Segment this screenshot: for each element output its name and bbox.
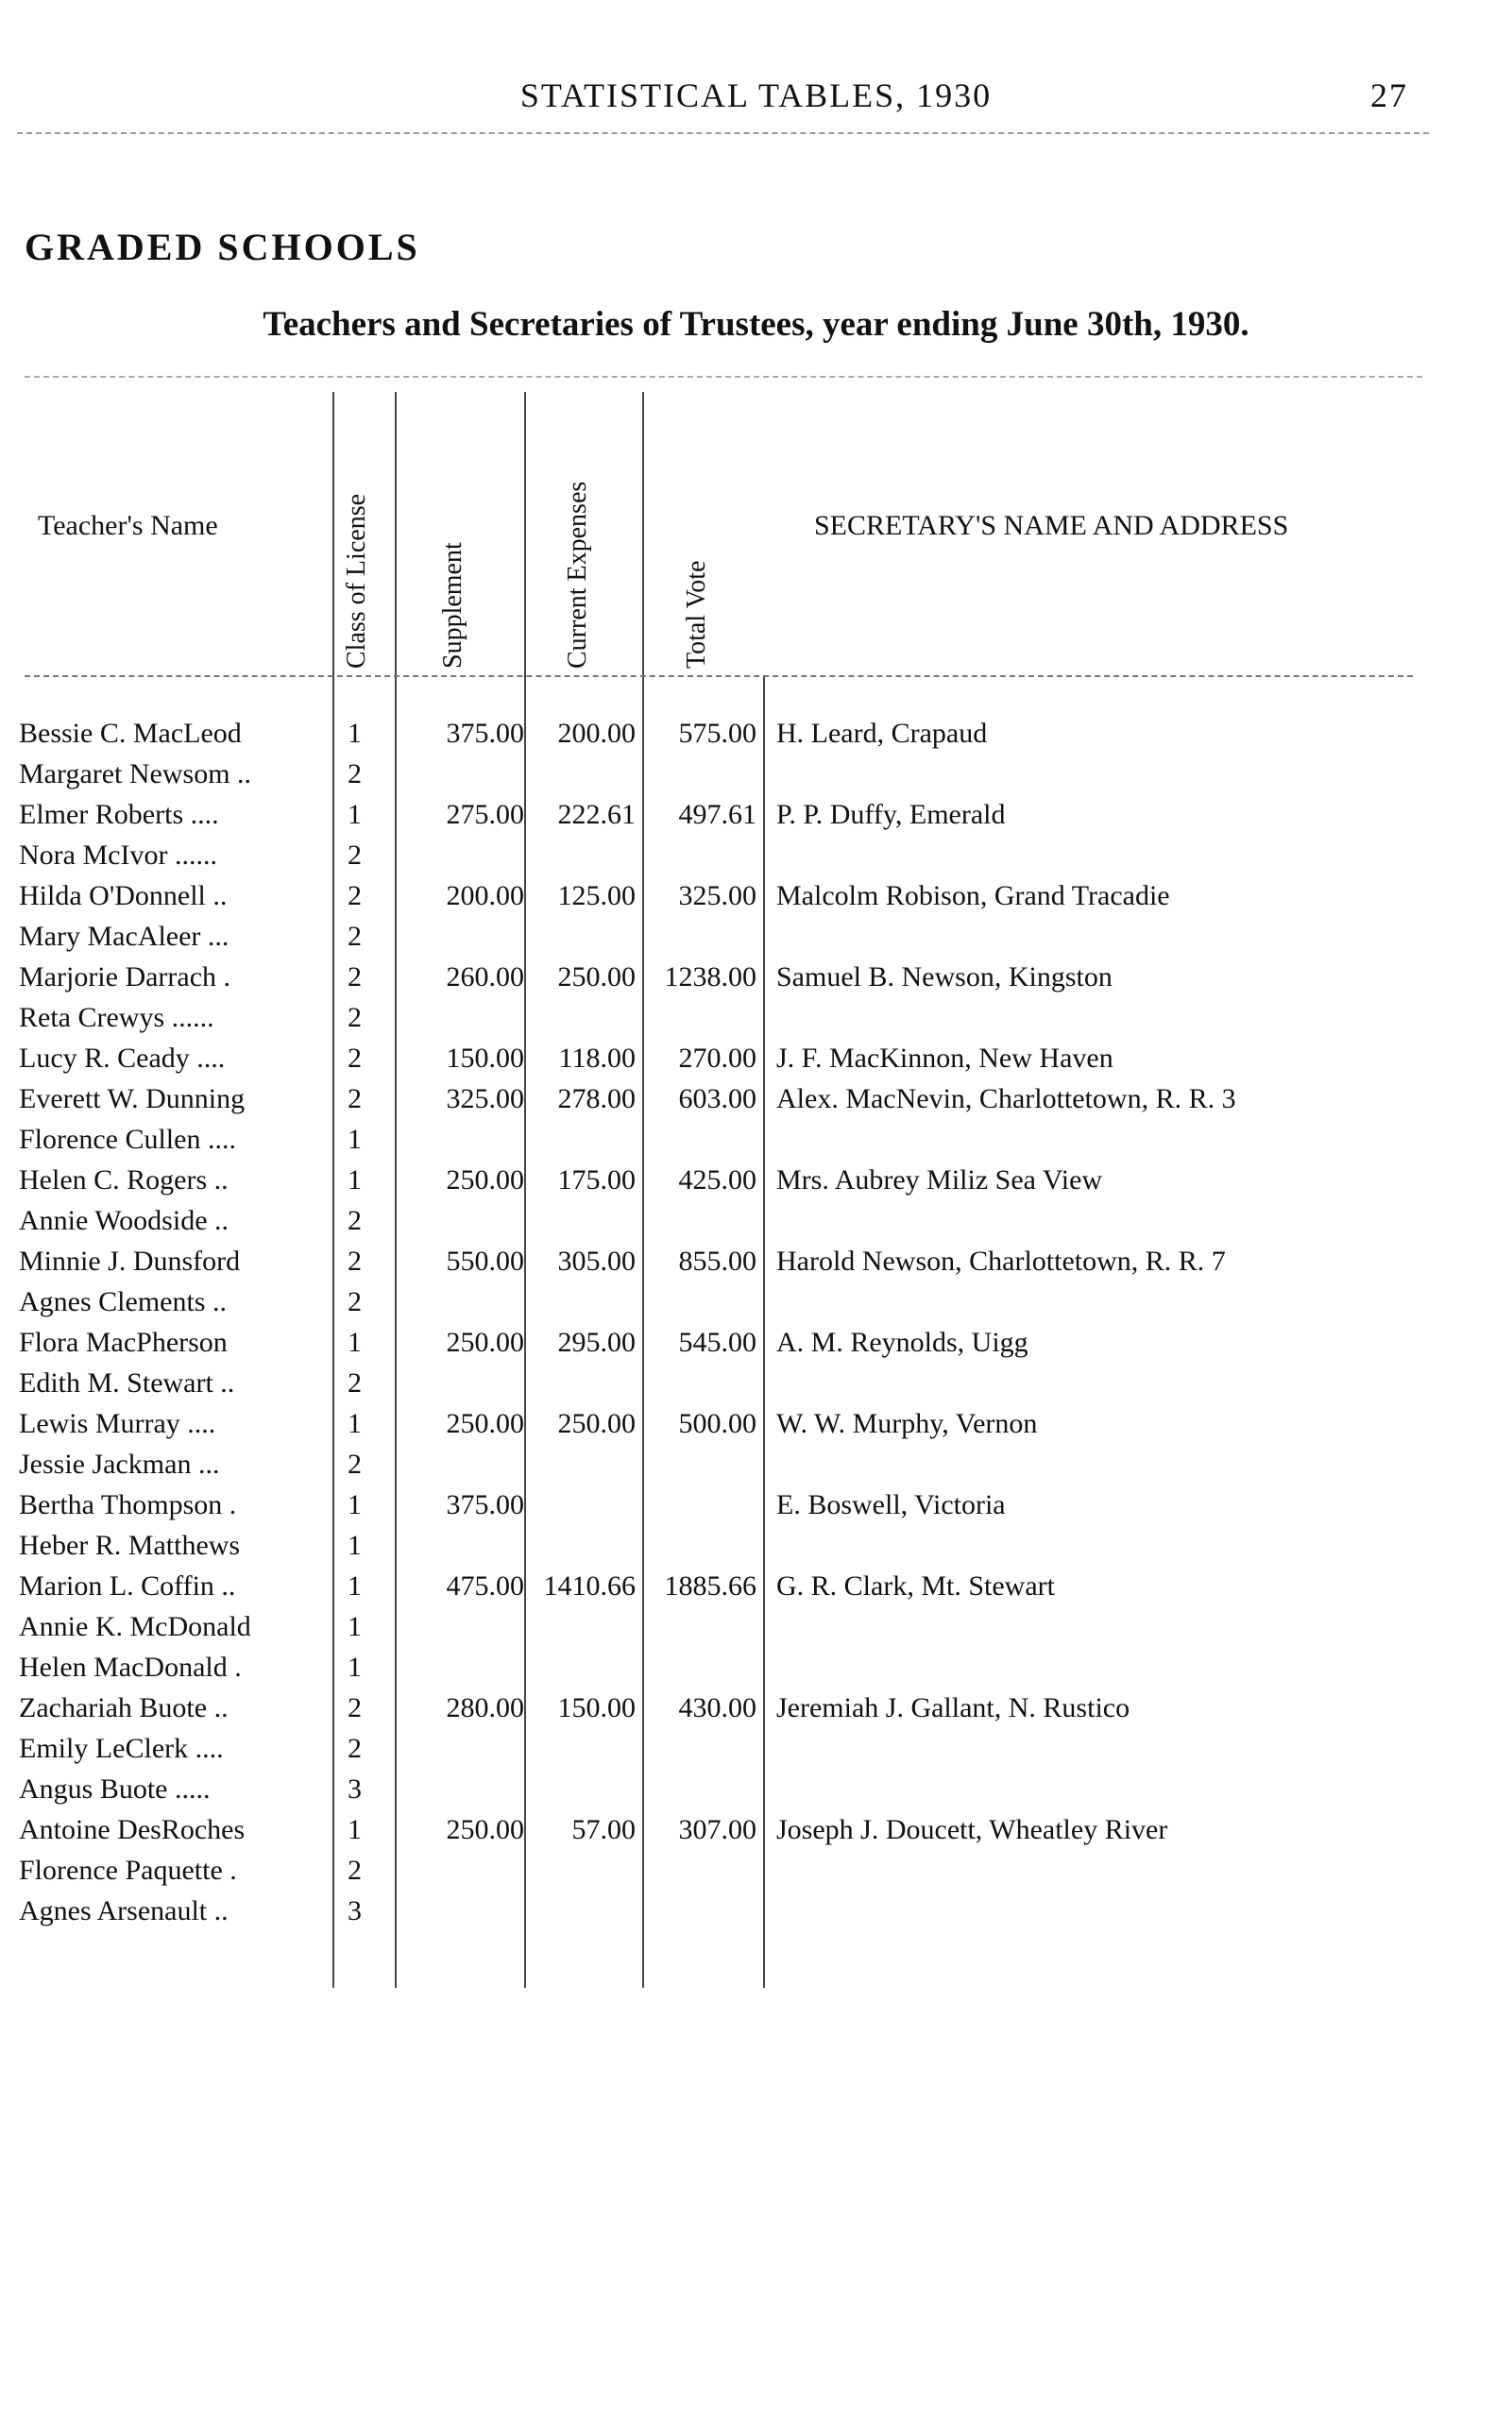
table-row — [0, 840, 1512, 879]
supplement-value: 250.00 — [446, 1164, 524, 1196]
school-row — [0, 799, 1512, 839]
license-class: 1 — [348, 1652, 362, 1683]
total-vote-value: 603.00 — [678, 1083, 756, 1114]
teacher-name: Hilda O'Donnell .. — [19, 880, 228, 911]
supplement-header: Supplement — [438, 542, 467, 669]
secretary-address: H. Leard, Crapaud — [776, 718, 988, 749]
license-class: 2 — [348, 880, 362, 911]
supplement-value: 150.00 — [446, 1043, 524, 1074]
teacher-name: Agnes Clements .. — [19, 1286, 227, 1317]
teacher-name: Nora McIvor ...... — [19, 840, 217, 871]
secretary-address: E. Boswell, Victoria — [776, 1489, 1006, 1520]
teacher-name: Lewis Murray .... — [19, 1408, 216, 1439]
teacher-name: Helen MacDonald . — [19, 1652, 242, 1683]
supplement-value: 275.00 — [446, 799, 524, 830]
total-vote-value: 855.00 — [678, 1246, 756, 1277]
running-title: STATISTICAL TABLES, 1930 — [519, 76, 993, 114]
supplement-value: 475.00 — [446, 1570, 524, 1602]
table-row — [0, 1855, 1512, 1894]
license-class: 1 — [348, 718, 362, 749]
teacher-name: Flora MacPherson — [19, 1327, 228, 1358]
supplement-value: 325.00 — [446, 1083, 524, 1114]
table-row — [0, 1652, 1512, 1691]
license-class: 1 — [348, 799, 362, 830]
teacher-name: Zachariah Buote .. — [19, 1692, 229, 1723]
license-class: 2 — [348, 1043, 362, 1074]
total-vote-value: 430.00 — [678, 1692, 756, 1723]
school-row — [0, 1327, 1512, 1366]
school-row — [0, 1814, 1512, 1854]
table-row — [0, 1733, 1512, 1773]
secretary-address: Malcolm Robison, Grand Tracadie — [776, 880, 1170, 911]
secretary-address: Joseph J. Doucett, Wheatley River — [776, 1814, 1168, 1845]
total-vote-value: 545.00 — [678, 1327, 756, 1358]
teacher-name: Emily LeClerk .... — [19, 1733, 224, 1764]
secretary-address: P. P. Duffy, Emerald — [776, 799, 1006, 830]
total-vote-value: 497.61 — [678, 799, 756, 830]
total-vote-value: 425.00 — [678, 1164, 756, 1196]
school-row — [0, 961, 1512, 1001]
teacher-name: Florence Paquette . — [19, 1855, 237, 1886]
secretary-header: SECRETARY'S NAME AND ADDRESS — [814, 510, 1289, 541]
section-subtitle: Teachers and Secretaries of Trustees, year ending June 30th, 1930. — [263, 305, 1249, 344]
teacher-name: Everett W. Dunning — [19, 1083, 246, 1114]
subtitle-rule — [25, 376, 1422, 378]
secretary-address: Alex. MacNevin, Charlottetown, R. R. 3 — [776, 1083, 1236, 1114]
table-row — [0, 758, 1512, 798]
secretary-address: Harold Newson, Charlottetown, R. R. 7 — [776, 1246, 1226, 1277]
expenses-value: 118.00 — [558, 1043, 636, 1074]
expenses-value: 175.00 — [557, 1164, 636, 1196]
teacher-name: Lucy R. Ceady .... — [19, 1043, 226, 1074]
expenses-value: 200.00 — [557, 718, 636, 749]
total-vote-value: 307.00 — [678, 1814, 756, 1845]
table-row — [0, 1773, 1512, 1813]
supplement-value: 375.00 — [446, 718, 524, 749]
license-class: 1 — [348, 1124, 362, 1155]
teacher-name: Elmer Roberts .... — [19, 799, 219, 830]
class-of-license-header: Class of License — [342, 493, 371, 669]
secretary-address: G. R. Clark, Mt. Stewart — [776, 1570, 1055, 1602]
teacher-name: Marjorie Darrach . — [19, 961, 231, 992]
license-class: 2 — [348, 758, 362, 789]
teacher-name: Annie K. McDonald — [19, 1611, 251, 1642]
header-bottom-rule — [25, 675, 1413, 677]
supplement-value: 200.00 — [446, 880, 524, 911]
total-vote-value: 575.00 — [678, 718, 756, 749]
total-vote-value: 1238.00 — [664, 961, 756, 992]
license-class: 1 — [348, 1611, 362, 1642]
expenses-value: 57.00 — [571, 1814, 636, 1845]
expenses-value: 250.00 — [557, 961, 636, 992]
license-class: 2 — [348, 1692, 362, 1723]
license-class: 2 — [348, 1246, 362, 1277]
teacher-name: Minnie J. Dunsford — [19, 1246, 241, 1277]
license-class: 2 — [348, 1367, 362, 1399]
school-row — [0, 1570, 1512, 1610]
license-class: 1 — [348, 1570, 362, 1602]
secretary-address: A. M. Reynolds, Uigg — [776, 1327, 1028, 1358]
table-row — [0, 1611, 1512, 1651]
teacher-name: Edith M. Stewart .. — [19, 1367, 235, 1399]
section-title: GRADED SCHOOLS — [25, 226, 420, 268]
license-class: 1 — [348, 1530, 362, 1561]
teacher-name-header: Teacher's Name — [38, 510, 218, 541]
license-class: 1 — [348, 1489, 362, 1520]
supplement-value: 280.00 — [446, 1692, 524, 1723]
teacher-name: Bessie C. MacLeod — [19, 718, 242, 749]
secretary-address: Mrs. Aubrey Miliz Sea View — [776, 1164, 1103, 1196]
license-class: 1 — [348, 1327, 362, 1358]
license-class: 1 — [348, 1814, 362, 1845]
license-class: 2 — [348, 1205, 362, 1236]
teacher-name: Jessie Jackman ... — [19, 1449, 220, 1480]
total-vote-value: 1885.66 — [664, 1570, 756, 1602]
table-row — [0, 1286, 1512, 1326]
teacher-name: Heber R. Matthews — [19, 1530, 241, 1561]
expenses-value: 278.00 — [557, 1083, 636, 1114]
license-class: 3 — [348, 1895, 362, 1926]
school-row — [0, 1164, 1512, 1204]
school-row — [0, 1083, 1512, 1123]
license-class: 1 — [348, 1164, 362, 1196]
license-class: 2 — [348, 921, 362, 952]
expenses-value: 305.00 — [557, 1246, 636, 1277]
total-vote-header: Total Vote — [682, 560, 711, 669]
supplement-value: 250.00 — [446, 1814, 524, 1845]
expenses-value: 250.00 — [557, 1408, 636, 1439]
license-class: 2 — [348, 1733, 362, 1764]
supplement-value: 250.00 — [446, 1327, 524, 1358]
license-class: 1 — [348, 1408, 362, 1439]
expenses-value: 150.00 — [557, 1692, 636, 1723]
license-class: 2 — [348, 1449, 362, 1480]
teacher-name: Agnes Arsenault .. — [19, 1895, 229, 1926]
table-row — [0, 1205, 1512, 1245]
license-class: 2 — [348, 961, 362, 992]
teacher-name: Florence Cullen .... — [19, 1124, 236, 1155]
supplement-value: 375.00 — [446, 1489, 524, 1520]
teacher-name: Antoine DesRoches — [19, 1814, 246, 1845]
secretary-address: Samuel B. Newson, Kingston — [776, 961, 1113, 992]
expenses-value: 125.00 — [557, 880, 636, 911]
school-row — [0, 718, 1512, 757]
school-row — [0, 880, 1512, 920]
table-row — [0, 921, 1512, 960]
secretary-address: W. W. Murphy, Vernon — [776, 1408, 1038, 1439]
table-row — [0, 1530, 1512, 1569]
page-number: 27 — [1370, 76, 1408, 114]
current-expenses-header: Current Expenses — [563, 481, 592, 669]
license-class: 3 — [348, 1773, 362, 1805]
license-class: 2 — [348, 1083, 362, 1114]
school-row — [0, 1246, 1512, 1285]
school-row — [0, 1408, 1512, 1448]
total-vote-value: 270.00 — [678, 1043, 756, 1074]
header-rule — [17, 132, 1429, 134]
school-row — [0, 1489, 1512, 1529]
supplement-value: 550.00 — [446, 1246, 524, 1277]
total-vote-value: 325.00 — [678, 880, 756, 911]
expenses-value: 222.61 — [557, 799, 636, 830]
supplement-value: 250.00 — [446, 1408, 524, 1439]
teacher-name: Marion L. Coffin .. — [19, 1570, 236, 1602]
teacher-name: Helen C. Rogers .. — [19, 1164, 229, 1196]
table-row — [0, 1367, 1512, 1407]
expenses-value: 295.00 — [557, 1327, 636, 1358]
secretary-address: J. F. MacKinnon, New Haven — [776, 1043, 1113, 1074]
license-class: 2 — [348, 1855, 362, 1886]
school-row — [0, 1692, 1512, 1732]
teacher-name: Reta Crewys ...... — [19, 1002, 214, 1033]
expenses-value: 1410.66 — [543, 1570, 636, 1602]
table-row — [0, 1449, 1512, 1488]
license-class: 2 — [348, 1286, 362, 1317]
teacher-name: Bertha Thompson . — [19, 1489, 237, 1520]
teacher-name: Mary MacAleer ... — [19, 921, 229, 952]
table-row — [0, 1124, 1512, 1163]
school-row — [0, 1043, 1512, 1082]
teacher-name: Annie Woodside .. — [19, 1205, 229, 1236]
teacher-name: Margaret Newsom .. — [19, 758, 252, 789]
table-row — [0, 1895, 1512, 1935]
table-row — [0, 1002, 1512, 1042]
license-class: 2 — [348, 840, 362, 871]
total-vote-value: 500.00 — [678, 1408, 756, 1439]
secretary-address: Jeremiah J. Gallant, N. Rustico — [776, 1692, 1130, 1723]
teacher-name: Angus Buote ..... — [19, 1773, 211, 1805]
supplement-value: 260.00 — [446, 961, 524, 992]
license-class: 2 — [348, 1002, 362, 1033]
